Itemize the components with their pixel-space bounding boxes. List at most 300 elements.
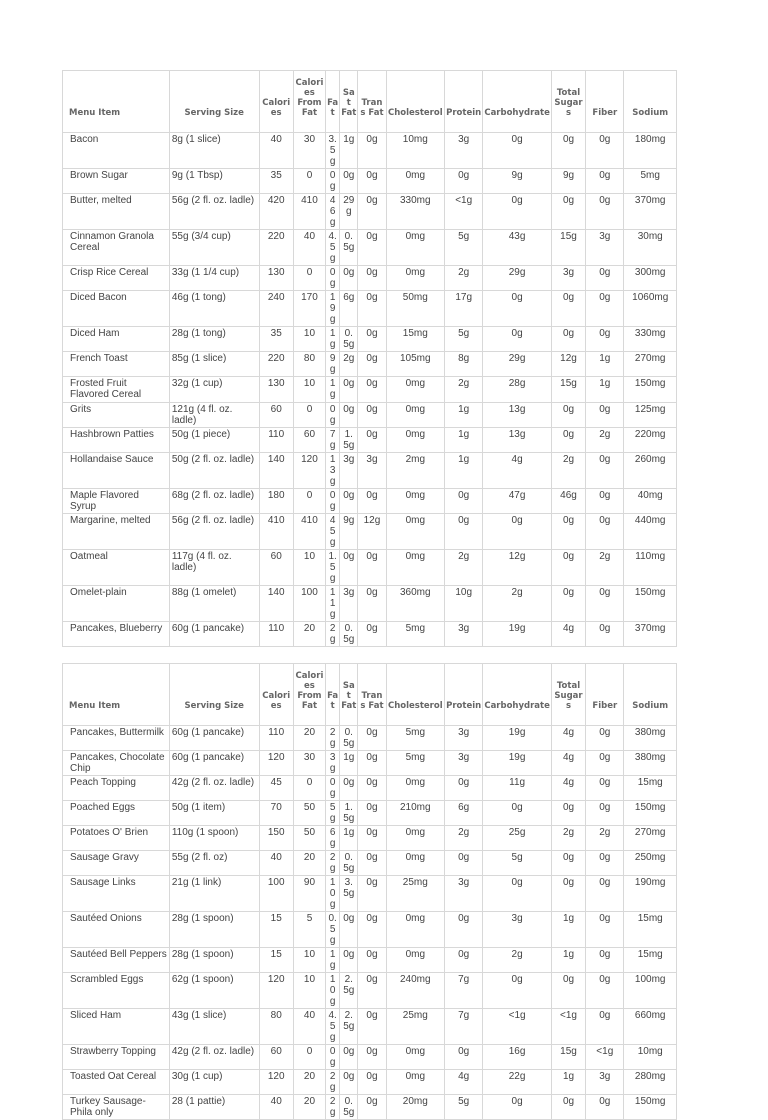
cell-cholesterol: 0mg (386, 1070, 444, 1095)
cell-protein: 3g (445, 726, 483, 751)
header-calories-from-fat: Calories From Fat (293, 664, 325, 726)
cell-calories-from-fat: 80 (293, 352, 325, 377)
header-fat: Fat (326, 71, 340, 133)
cell-sodium: 180mg (624, 133, 677, 169)
cell-fiber: 3g (586, 1070, 624, 1095)
cell-protein: 0g (445, 948, 483, 973)
cell-sat-fat: 0.5g (340, 327, 358, 352)
cell-sodium: 150mg (624, 586, 677, 622)
cell-trans-fat: 0g (358, 352, 386, 377)
cell-fat: 0g (326, 776, 340, 801)
cell-serving-size: 32g (1 cup) (169, 377, 259, 403)
cell-menu-item: Hashbrown Patties (63, 428, 170, 453)
table-row (63, 1070, 677, 1095)
cell-sat-fat: 1g (340, 751, 358, 776)
cell-sat-fat: 2.5g (340, 1009, 358, 1045)
cell-trans-fat: 0g (358, 776, 386, 801)
cell-calories: 40 (259, 1095, 293, 1120)
table-body (63, 133, 677, 647)
cell-menu-item: French Toast (63, 352, 170, 377)
cell-fat: 45g (326, 514, 340, 550)
cell-trans-fat: 0g (358, 586, 386, 622)
cell-total-sugars: 0g (551, 403, 585, 428)
header-protein: Protein (445, 71, 483, 133)
cell-trans-fat: 0g (358, 622, 386, 647)
cell-menu-item: Maple Flavored Syrup (63, 489, 170, 514)
cell-menu-item: Hollandaise Sauce (63, 453, 170, 489)
cell-fat: 1g (326, 327, 340, 352)
cell-cholesterol: 330mg (386, 194, 444, 230)
cell-calories-from-fat: 0 (293, 489, 325, 514)
cell-serving-size: 46g (1 tong) (169, 291, 259, 327)
cell-trans-fat: 0g (358, 1070, 386, 1095)
cell-calories: 80 (259, 1009, 293, 1045)
cell-trans-fat: 0g (358, 1045, 386, 1070)
cell-sat-fat: 0.5g (340, 726, 358, 751)
cell-fiber: 0g (586, 851, 624, 876)
cell-fiber: 0g (586, 973, 624, 1009)
cell-sodium: 30mg (624, 230, 677, 266)
cell-total-sugars: 0g (551, 851, 585, 876)
cell-sodium: 15mg (624, 912, 677, 948)
cell-fat: 0g (326, 403, 340, 428)
cell-carbohydrate: 28g (483, 377, 552, 403)
cell-cholesterol: 5mg (386, 751, 444, 776)
cell-fat: 4.5g (326, 1009, 340, 1045)
cell-carbohydrate: 0g (483, 327, 552, 352)
cell-serving-size: 30g (1 cup) (169, 1070, 259, 1095)
cell-sodium: 100mg (624, 973, 677, 1009)
table-body (63, 726, 677, 1120)
cell-fiber: 0g (586, 194, 624, 230)
cell-cholesterol: 0mg (386, 428, 444, 453)
header-calories-from-fat: Calories From Fat (293, 71, 325, 133)
cell-total-sugars: 46g (551, 489, 585, 514)
cell-sodium: 190mg (624, 876, 677, 912)
cell-total-sugars: 0g (551, 291, 585, 327)
header-fat: Fat (326, 664, 340, 726)
cell-carbohydrate: 0g (483, 876, 552, 912)
cell-protein: 4g (445, 1070, 483, 1095)
table-row (63, 726, 677, 751)
cell-carbohydrate: <1g (483, 1009, 552, 1045)
header-row (63, 664, 677, 726)
cell-calories: 60 (259, 403, 293, 428)
cell-fiber: 2g (586, 826, 624, 851)
cell-calories: 140 (259, 586, 293, 622)
cell-cholesterol: 360mg (386, 586, 444, 622)
cell-carbohydrate: 0g (483, 973, 552, 1009)
cell-fat: 3.5g (326, 133, 340, 169)
header-menu-item: Menu Item (63, 71, 170, 133)
cell-calories-from-fat: 100 (293, 586, 325, 622)
cell-fiber: 0g (586, 726, 624, 751)
cell-calories: 140 (259, 453, 293, 489)
cell-calories: 60 (259, 550, 293, 586)
table-row (63, 377, 677, 403)
cell-cholesterol: 105mg (386, 352, 444, 377)
header-carbohydrate: Carbohydrate (483, 664, 552, 726)
cell-sat-fat: 3g (340, 586, 358, 622)
table-row (63, 851, 677, 876)
cell-menu-item: Crisp Rice Cereal (63, 266, 170, 291)
header-trans-fat: Trans Fat (358, 664, 386, 726)
cell-fat: 2g (326, 622, 340, 647)
cell-serving-size: 50g (1 piece) (169, 428, 259, 453)
cell-sat-fat: 0g (340, 912, 358, 948)
cell-carbohydrate: 16g (483, 1045, 552, 1070)
cell-fat: 13g (326, 453, 340, 489)
cell-protein: 1g (445, 428, 483, 453)
cell-sodium: 330mg (624, 327, 677, 352)
cell-calories: 40 (259, 133, 293, 169)
cell-calories-from-fat: 0 (293, 266, 325, 291)
cell-fat: 19g (326, 291, 340, 327)
cell-fat: 5g (326, 801, 340, 826)
cell-calories: 110 (259, 726, 293, 751)
cell-fat: 0g (326, 266, 340, 291)
cell-serving-size: 28g (1 spoon) (169, 948, 259, 973)
cell-calories-from-fat: 60 (293, 428, 325, 453)
cell-menu-item: Potatoes O' Brien (63, 826, 170, 851)
cell-total-sugars: 1g (551, 948, 585, 973)
cell-calories-from-fat: 410 (293, 194, 325, 230)
cell-cholesterol: 0mg (386, 826, 444, 851)
cell-serving-size: 60g (1 pancake) (169, 726, 259, 751)
cell-calories: 150 (259, 826, 293, 851)
cell-fat: 2g (326, 1095, 340, 1120)
cell-serving-size: 88g (1 omelet) (169, 586, 259, 622)
cell-fat: 3g (326, 751, 340, 776)
cell-serving-size: 56g (2 fl. oz. ladle) (169, 514, 259, 550)
cell-sat-fat: 29g (340, 194, 358, 230)
cell-sat-fat: 0g (340, 1070, 358, 1095)
cell-sodium: 220mg (624, 428, 677, 453)
cell-sodium: 15mg (624, 948, 677, 973)
cell-carbohydrate: 22g (483, 1070, 552, 1095)
cell-fat: 46g (326, 194, 340, 230)
cell-protein: 3g (445, 622, 483, 647)
cell-calories: 35 (259, 169, 293, 194)
cell-serving-size: 56g (2 fl. oz. ladle) (169, 194, 259, 230)
cell-sodium: 440mg (624, 514, 677, 550)
cell-fat: 1g (326, 948, 340, 973)
cell-fat: 10g (326, 973, 340, 1009)
table-row (63, 194, 677, 230)
cell-total-sugars: 15g (551, 230, 585, 266)
cell-calories: 120 (259, 751, 293, 776)
cell-cholesterol: 50mg (386, 291, 444, 327)
cell-sat-fat: 1.5g (340, 801, 358, 826)
cell-fat: 2g (326, 851, 340, 876)
cell-cholesterol: 0mg (386, 489, 444, 514)
cell-calories-from-fat: 20 (293, 1070, 325, 1095)
header-cholesterol: Cholesterol (386, 664, 444, 726)
cell-total-sugars: 0g (551, 550, 585, 586)
cell-trans-fat: 0g (358, 876, 386, 912)
cell-fat: 1.5g (326, 550, 340, 586)
header-sat-fat: Sat Fat (340, 71, 358, 133)
cell-protein: 0g (445, 776, 483, 801)
cell-calories: 100 (259, 876, 293, 912)
cell-fiber: 0g (586, 453, 624, 489)
cell-calories-from-fat: 0 (293, 169, 325, 194)
cell-menu-item: Oatmeal (63, 550, 170, 586)
cell-total-sugars: 0g (551, 1095, 585, 1120)
cell-fiber: 0g (586, 1095, 624, 1120)
cell-carbohydrate: 29g (483, 266, 552, 291)
cell-fiber: 0g (586, 751, 624, 776)
cell-calories-from-fat: 40 (293, 230, 325, 266)
cell-calories: 220 (259, 352, 293, 377)
cell-sat-fat: 6g (340, 291, 358, 327)
cell-fat: 2g (326, 1070, 340, 1095)
table-row (63, 428, 677, 453)
cell-menu-item: Sausage Gravy (63, 851, 170, 876)
cell-trans-fat: 0g (358, 751, 386, 776)
table-row (63, 622, 677, 647)
cell-menu-item: Cinnamon Granola Cereal (63, 230, 170, 266)
cell-carbohydrate: 0g (483, 514, 552, 550)
cell-carbohydrate: 47g (483, 489, 552, 514)
header-sodium: Sodium (624, 664, 677, 726)
cell-total-sugars: 1g (551, 912, 585, 948)
cell-sodium: 270mg (624, 352, 677, 377)
cell-carbohydrate: 13g (483, 428, 552, 453)
cell-sat-fat: 0g (340, 776, 358, 801)
cell-total-sugars: 0g (551, 876, 585, 912)
cell-fiber: 0g (586, 776, 624, 801)
cell-calories: 120 (259, 973, 293, 1009)
cell-calories-from-fat: 30 (293, 751, 325, 776)
cell-total-sugars: <1g (551, 1009, 585, 1045)
cell-cholesterol: 0mg (386, 266, 444, 291)
cell-cholesterol: 25mg (386, 876, 444, 912)
cell-cholesterol: 0mg (386, 912, 444, 948)
cell-trans-fat: 12g (358, 514, 386, 550)
cell-serving-size: 28g (1 tong) (169, 327, 259, 352)
nutrition-table-1 (62, 70, 677, 647)
cell-carbohydrate: 3g (483, 912, 552, 948)
cell-protein: 0g (445, 514, 483, 550)
cell-protein: 2g (445, 826, 483, 851)
cell-sodium: 150mg (624, 801, 677, 826)
header-total-sugars: Total Sugars (551, 71, 585, 133)
cell-serving-size: 117g (4 fl. oz. ladle) (169, 550, 259, 586)
cell-carbohydrate: 0g (483, 291, 552, 327)
cell-cholesterol: 0mg (386, 403, 444, 428)
cell-sat-fat: 3.5g (340, 876, 358, 912)
cell-trans-fat: 0g (358, 948, 386, 973)
cell-sat-fat: 9g (340, 514, 358, 550)
cell-fiber: 1g (586, 352, 624, 377)
cell-protein: 5g (445, 327, 483, 352)
cell-total-sugars: 1g (551, 1070, 585, 1095)
cell-calories-from-fat: 40 (293, 1009, 325, 1045)
cell-calories: 180 (259, 489, 293, 514)
cell-fat: 7g (326, 428, 340, 453)
cell-sat-fat: 2g (340, 352, 358, 377)
cell-sat-fat: 0g (340, 266, 358, 291)
cell-trans-fat: 0g (358, 851, 386, 876)
cell-calories: 15 (259, 948, 293, 973)
cell-fat: 10g (326, 876, 340, 912)
cell-carbohydrate: 13g (483, 403, 552, 428)
cell-sodium: 380mg (624, 751, 677, 776)
cell-sat-fat: 1g (340, 133, 358, 169)
cell-calories-from-fat: 20 (293, 1095, 325, 1120)
cell-calories-from-fat: 120 (293, 453, 325, 489)
cell-total-sugars: 12g (551, 352, 585, 377)
cell-cholesterol: 0mg (386, 1045, 444, 1070)
table-row (63, 550, 677, 586)
cell-carbohydrate: 4g (483, 453, 552, 489)
cell-carbohydrate: 0g (483, 133, 552, 169)
cell-calories-from-fat: 10 (293, 973, 325, 1009)
cell-menu-item: Scrambled Eggs (63, 973, 170, 1009)
cell-total-sugars: 2g (551, 826, 585, 851)
cell-fat: 0g (326, 1045, 340, 1070)
cell-carbohydrate: 0g (483, 194, 552, 230)
cell-calories-from-fat: 5 (293, 912, 325, 948)
cell-calories: 70 (259, 801, 293, 826)
cell-cholesterol: 20mg (386, 1095, 444, 1120)
header-fiber: Fiber (586, 664, 624, 726)
cell-fiber: 0g (586, 876, 624, 912)
cell-fiber: 0g (586, 266, 624, 291)
cell-protein: 0g (445, 851, 483, 876)
cell-menu-item: Sautéed Onions (63, 912, 170, 948)
cell-trans-fat: 0g (358, 428, 386, 453)
header-serving-size: Serving Size (169, 71, 259, 133)
cell-carbohydrate: 12g (483, 550, 552, 586)
cell-calories-from-fat: 10 (293, 948, 325, 973)
cell-sat-fat: 2.5g (340, 973, 358, 1009)
table-row (63, 169, 677, 194)
cell-menu-item: Bacon (63, 133, 170, 169)
cell-trans-fat: 0g (358, 489, 386, 514)
cell-sodium: 150mg (624, 1095, 677, 1120)
cell-cholesterol: 0mg (386, 776, 444, 801)
cell-fiber: 0g (586, 622, 624, 647)
table-row (63, 912, 677, 948)
cell-serving-size: 28g (1 spoon) (169, 912, 259, 948)
cell-protein: 2g (445, 266, 483, 291)
cell-calories: 60 (259, 1045, 293, 1070)
cell-protein: 10g (445, 586, 483, 622)
cell-sat-fat: 0g (340, 1045, 358, 1070)
cell-sat-fat: 0.5g (340, 851, 358, 876)
cell-trans-fat: 0g (358, 230, 386, 266)
cell-menu-item: Pancakes, Blueberry (63, 622, 170, 647)
cell-protein: 2g (445, 550, 483, 586)
table-row (63, 776, 677, 801)
cell-sat-fat: 3g (340, 453, 358, 489)
cell-sat-fat: 0g (340, 377, 358, 403)
cell-fat: 9g (326, 352, 340, 377)
cell-sodium: 125mg (624, 403, 677, 428)
cell-serving-size: 42g (2 fl. oz. ladle) (169, 776, 259, 801)
cell-cholesterol: 240mg (386, 973, 444, 1009)
cell-total-sugars: 0g (551, 586, 585, 622)
cell-trans-fat: 0g (358, 1095, 386, 1120)
cell-trans-fat: 0g (358, 801, 386, 826)
cell-fiber: 2g (586, 428, 624, 453)
cell-sodium: 300mg (624, 266, 677, 291)
table-row (63, 1095, 677, 1120)
cell-fiber: 0g (586, 133, 624, 169)
cell-total-sugars: 4g (551, 776, 585, 801)
cell-fat: 4.5g (326, 230, 340, 266)
cell-menu-item: Grits (63, 403, 170, 428)
cell-calories: 110 (259, 428, 293, 453)
cell-protein: 5g (445, 230, 483, 266)
cell-cholesterol: 2mg (386, 453, 444, 489)
cell-total-sugars: 4g (551, 751, 585, 776)
cell-fiber: <1g (586, 1045, 624, 1070)
cell-calories: 110 (259, 622, 293, 647)
cell-calories-from-fat: 0 (293, 403, 325, 428)
cell-total-sugars: 0g (551, 973, 585, 1009)
header-sodium: Sodium (624, 71, 677, 133)
cell-protein: 8g (445, 352, 483, 377)
cell-serving-size: 60g (1 pancake) (169, 751, 259, 776)
cell-calories: 420 (259, 194, 293, 230)
cell-fat: 0g (326, 169, 340, 194)
cell-sat-fat: 0.5g (340, 230, 358, 266)
cell-calories: 410 (259, 514, 293, 550)
cell-trans-fat: 0g (358, 912, 386, 948)
cell-menu-item: Pancakes, Chocolate Chip (63, 751, 170, 776)
cell-serving-size: 85g (1 slice) (169, 352, 259, 377)
cell-calories: 15 (259, 912, 293, 948)
cell-protein: 5g (445, 1095, 483, 1120)
cell-carbohydrate: 11g (483, 776, 552, 801)
cell-serving-size: 110g (1 spoon) (169, 826, 259, 851)
table-row (63, 291, 677, 327)
cell-fiber: 3g (586, 230, 624, 266)
header-calories: Calories (259, 664, 293, 726)
cell-serving-size: 33g (1 1/4 cup) (169, 266, 259, 291)
table-row (63, 453, 677, 489)
cell-menu-item: Brown Sugar (63, 169, 170, 194)
cell-menu-item: Margarine, melted (63, 514, 170, 550)
cell-trans-fat: 0g (358, 266, 386, 291)
cell-protein: 7g (445, 973, 483, 1009)
cell-fiber: 0g (586, 586, 624, 622)
cell-cholesterol: 5mg (386, 726, 444, 751)
header-sat-fat: Sat Fat (340, 664, 358, 726)
cell-calories: 130 (259, 266, 293, 291)
cell-total-sugars: 15g (551, 377, 585, 403)
cell-fiber: 0g (586, 801, 624, 826)
cell-fiber: 0g (586, 912, 624, 948)
cell-protein: 0g (445, 169, 483, 194)
cell-serving-size: 28 (1 pattie) (169, 1095, 259, 1120)
cell-serving-size: 43g (1 slice) (169, 1009, 259, 1045)
cell-fiber: 2g (586, 550, 624, 586)
cell-trans-fat: 0g (358, 550, 386, 586)
cell-sodium: 10mg (624, 1045, 677, 1070)
table-row (63, 230, 677, 266)
cell-serving-size: 62g (1 spoon) (169, 973, 259, 1009)
cell-protein: 3g (445, 876, 483, 912)
cell-menu-item: Sautéed Bell Peppers (63, 948, 170, 973)
cell-calories-from-fat: 30 (293, 133, 325, 169)
cell-trans-fat: 0g (358, 1009, 386, 1045)
cell-menu-item: Turkey Sausage-Phila only (63, 1095, 170, 1120)
cell-serving-size: 9g (1 Tbsp) (169, 169, 259, 194)
